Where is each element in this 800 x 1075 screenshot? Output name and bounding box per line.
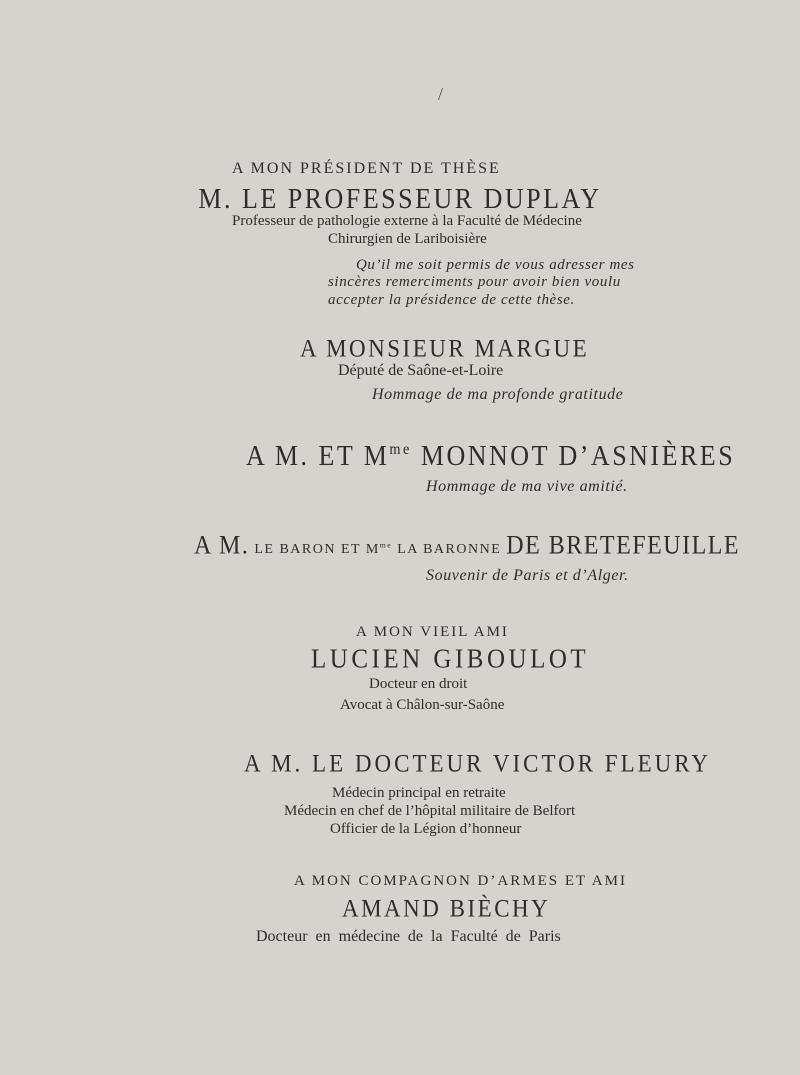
dedication6-name: A M. LE DOCTEUR VICTOR FLEURY (244, 749, 711, 778)
dedication4-name: A M. LE BARON ET $M^{me}$ LA BARONNE DE BRETEFEUILLE (194, 531, 741, 561)
dedication5-name-wrap (311, 646, 589, 674)
dedication2-line1: Député de Saône-et-Loire (338, 362, 504, 379)
dedication2-name: A MONSIEUR MARGUE (300, 334, 590, 363)
dedication1-quote3: accepter la présidence de cette thèse. (328, 292, 575, 308)
dedication1-heading: A MON PRÉSIDENT DE THÈSE (232, 160, 501, 177)
dedication5-heading: A MON VIEIL AMI (356, 624, 509, 640)
dedication6-line2: Médecin en chef de l’hôpital militaire de Belfort (284, 803, 576, 819)
dedication5-line1: Docteur en droit (369, 676, 468, 692)
dedication7-name: AMAND BIÈCHY (342, 894, 551, 923)
dedication6-line1: Médecin principal en retraite (332, 785, 506, 801)
dedication1-quote2: sincères remerciments pour avoir bien voulu (328, 274, 621, 290)
dedication1-line1: Professeur de pathologie externe à la Faculté de Médecine (232, 213, 582, 229)
dedication3-name: A M. ET $M^{me}$ MONNOT D’ASNIÈRES (246, 439, 736, 472)
dedication4-quote: Souvenir de Paris et d’Alger. (426, 567, 629, 584)
dedication5-line2: Avocat à Châlon-sur-Saône (340, 697, 505, 713)
dedication1-quote1: Qu’il me soit permis de vous adresser mes (356, 257, 635, 273)
dedication7-line1: Docteur en médecine de la Faculté de Paris (256, 928, 561, 945)
dedication5-name: LUCIEN GIBOULOT (311, 644, 590, 675)
dedication2-quote: Hommage de ma profonde gratitude (372, 386, 624, 403)
dedication4-name-wrap (194, 533, 740, 560)
dedication7-name-wrap (342, 896, 550, 922)
page-mark: / (438, 84, 444, 104)
dedication6-name-wrap (244, 751, 711, 777)
dedication3-name-wrap (246, 441, 735, 471)
dedication1-name-wrap (0, 184, 800, 214)
dedication6-line3: Officier de la Légion d’honneur (330, 821, 522, 837)
dedication1-name: M. LE PROFESSEUR DUPLAY (198, 182, 602, 215)
dedication1-line2: Chirurgien de Lariboisière (328, 231, 487, 247)
dedication3-quote: Hommage de ma vive amitié. (426, 478, 628, 495)
dedication7-heading: A MON COMPAGNON D’ARMES ET AMI (294, 873, 627, 889)
dedication2-name-wrap (300, 336, 589, 362)
